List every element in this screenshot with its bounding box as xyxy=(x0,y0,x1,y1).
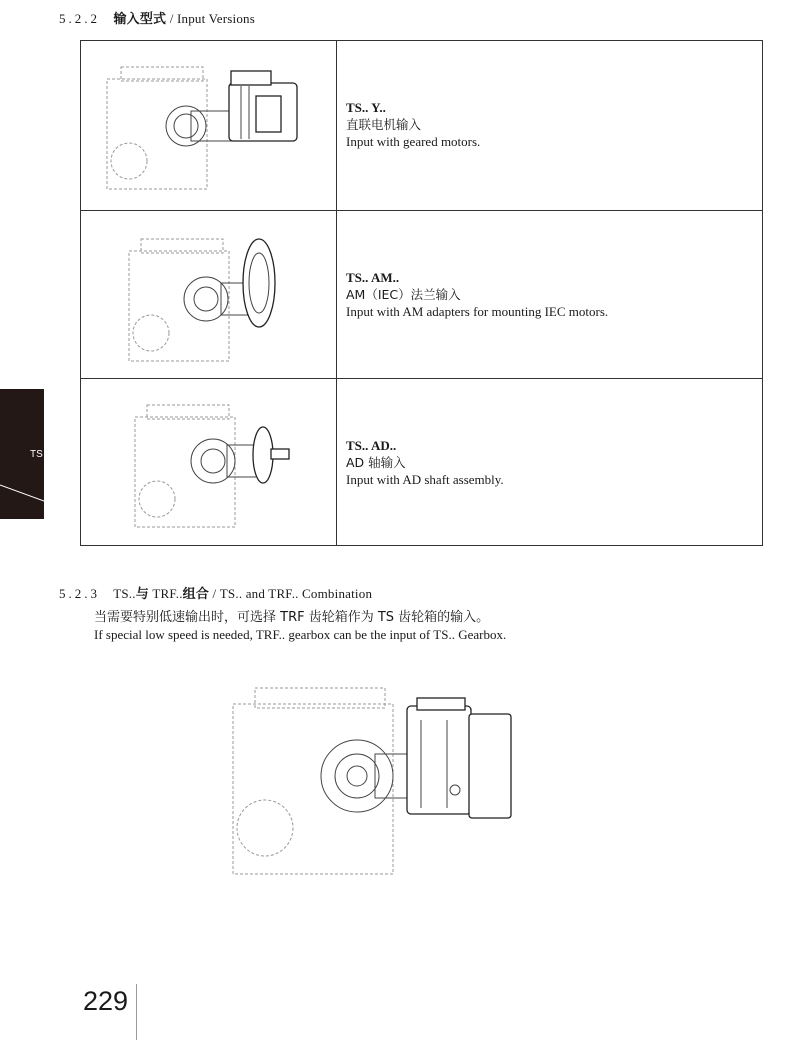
paragraph-zh: 当需要特别低速输出时，可选择 TRF 齿轮箱作为 TS 齿轮箱的输入。 xyxy=(94,610,490,625)
description-zh: 直联电机输入 xyxy=(346,117,422,132)
type-code: TS.. Y.. xyxy=(346,100,386,115)
geared-motor-illustration xyxy=(81,41,336,210)
input-versions-table xyxy=(80,40,763,546)
section-number: 5.2.2 xyxy=(59,11,100,26)
am-adapter-illustration xyxy=(81,211,336,378)
table-row-ad xyxy=(81,378,762,545)
description-zh: AM（IEC）法兰输入 xyxy=(346,287,461,302)
description-zh: AD 轴输入 xyxy=(346,455,406,470)
ad-shaft-illustration xyxy=(81,379,336,545)
section-title-zh: 组合 xyxy=(182,587,210,602)
page-number-rule xyxy=(136,984,137,1040)
type-code: TS.. AM.. xyxy=(346,270,400,285)
section-heading-combination xyxy=(59,583,372,602)
paragraph-en: If special low speed is needed, TRF.. gearbox can be the input of TS.. Gearbox. xyxy=(94,627,507,642)
section-heading-input-versions xyxy=(59,8,255,27)
side-tab-label: TS xyxy=(30,449,43,460)
page-number: 229 xyxy=(83,986,129,1016)
section-title-zh: 与 xyxy=(135,587,149,602)
row-text xyxy=(346,269,608,320)
table-row-am xyxy=(81,210,762,378)
row-text xyxy=(346,437,504,488)
side-tab xyxy=(0,389,44,519)
table-row-y xyxy=(81,41,762,210)
section-number: 5.2.3 xyxy=(59,586,100,601)
description-en: Input with AD shaft assembly. xyxy=(346,472,504,487)
section-title-ts: TS.. xyxy=(113,586,136,601)
description-en: Input with AM adapters for mounting IEC motors. xyxy=(346,304,609,319)
section-title-zh: 输入型式 xyxy=(113,12,167,27)
section-title-en: / TS.. and TRF.. Combination xyxy=(212,586,373,601)
combination-illustration xyxy=(225,680,525,880)
section-title-en: / Input Versions xyxy=(169,11,256,26)
row-text xyxy=(346,99,480,150)
section-title-trf: TRF.. xyxy=(152,586,183,601)
type-code: TS.. AD.. xyxy=(346,438,397,453)
description-en: Input with geared motors. xyxy=(346,134,481,149)
